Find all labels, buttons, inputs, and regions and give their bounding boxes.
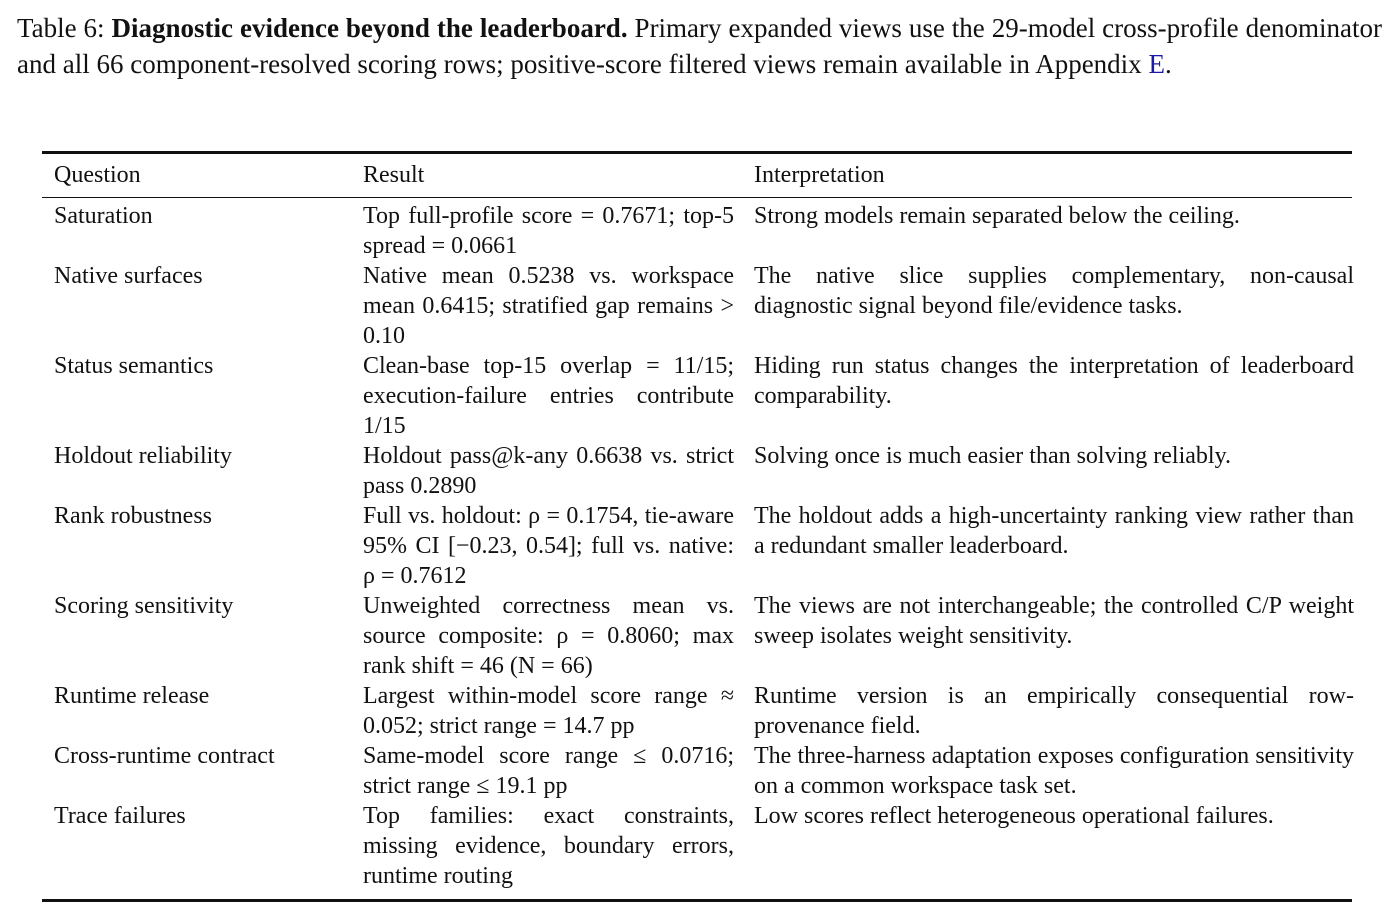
cell-question: Saturation xyxy=(54,203,153,229)
cell-question: Status semantics xyxy=(54,353,214,379)
table-row xyxy=(42,681,1352,741)
cell-question: Runtime release xyxy=(54,683,210,709)
cell-result: Full vs. holdout: ρ = 0.1754, tie-aware 95% CI [−0.23, 0.54]; full vs. native: ρ = 0.7612 xyxy=(363,503,734,589)
cell-interpretation: Hiding run status changes the interpretation of leaderboard comparability. xyxy=(754,353,1354,409)
appendix-link[interactable]: E xyxy=(1148,49,1165,79)
table-row xyxy=(42,741,1352,801)
caption-title: Diagnostic evidence beyond the leaderboard. xyxy=(111,13,628,43)
cell-question: Cross-runtime contract xyxy=(54,743,275,769)
cell-result: Native mean 0.5238 vs. workspace mean 0.6415; stratified gap remains > 0.10 xyxy=(363,263,734,349)
table-header-row xyxy=(42,154,1352,197)
cell-result: Top full-profile score = 0.7671; top-5 spread = 0.0661 xyxy=(363,203,734,259)
caption-end: . xyxy=(1164,49,1172,79)
cell-interpretation: Runtime version is an empirically consequential row-provenance field. xyxy=(754,683,1354,739)
table-row xyxy=(42,441,1352,501)
cell-question: Holdout reliability xyxy=(54,443,232,469)
table-row xyxy=(42,801,1352,891)
table-row xyxy=(42,201,1352,261)
cell-result: Top families: exact constraints, missing evidence, boundary errors, runtime routing xyxy=(363,803,734,889)
cell-question: Scoring sensitivity xyxy=(54,593,234,619)
cell-question: Native surfaces xyxy=(54,263,203,289)
cell-result: Holdout pass@k-any 0.6638 vs. strict pass 0.2890 xyxy=(363,443,734,499)
table-row xyxy=(42,591,1352,681)
cell-result: Largest within-model score range ≈ 0.052; strict range = 14.7 pp xyxy=(363,683,734,739)
cell-result: Clean-base top-15 overlap = 11/15; execution-failure entries contribute 1/15 xyxy=(363,353,734,439)
cell-interpretation: The holdout adds a high-uncertainty ranking view rather than a redundant smaller leaderboard. xyxy=(754,503,1354,559)
cell-interpretation: The views are not interchangeable; the controlled C/P weight sweep isolates weight sensitivity. xyxy=(754,593,1354,649)
header-question: Question xyxy=(54,162,141,188)
header-result: Result xyxy=(363,162,425,188)
bottom-rule xyxy=(42,899,1352,902)
table-row xyxy=(42,351,1352,441)
cell-interpretation: Strong models remain separated below the ceiling. xyxy=(754,203,1240,229)
cell-interpretation: Solving once is much easier than solving reliably. xyxy=(754,443,1232,469)
table-caption xyxy=(17,10,1382,82)
cell-question: Trace failures xyxy=(54,803,186,829)
table-row xyxy=(42,261,1352,351)
cell-question: Rank robustness xyxy=(54,503,212,529)
cell-interpretation: Low scores reflect heterogeneous operational failures. xyxy=(754,803,1274,829)
cell-interpretation: The three-harness adaptation exposes configuration sensitivity on a common workspace task set. xyxy=(754,743,1354,799)
cell-interpretation: The native slice supplies complementary, non-causal diagnostic signal beyond file/evidence tasks. xyxy=(754,263,1354,319)
table-row xyxy=(42,501,1352,591)
caption-label: Table 6: xyxy=(17,13,105,43)
table-body xyxy=(42,198,1352,899)
header-interpretation: Interpretation xyxy=(754,162,885,188)
diagnostic-table xyxy=(42,151,1352,902)
caption-text: Primary expanded views use the 29-model cross-profile denominator and all 66 component-resolved scoring rows; positive-score filtered views remain available in Appendix xyxy=(17,13,1383,79)
cell-result: Unweighted correctness mean vs. source composite: ρ = 0.8060; max rank shift = 46 (N = 66) xyxy=(363,593,734,679)
cell-result: Same-model score range ≤ 0.0716; strict range ≤ 19.1 pp xyxy=(363,743,734,799)
